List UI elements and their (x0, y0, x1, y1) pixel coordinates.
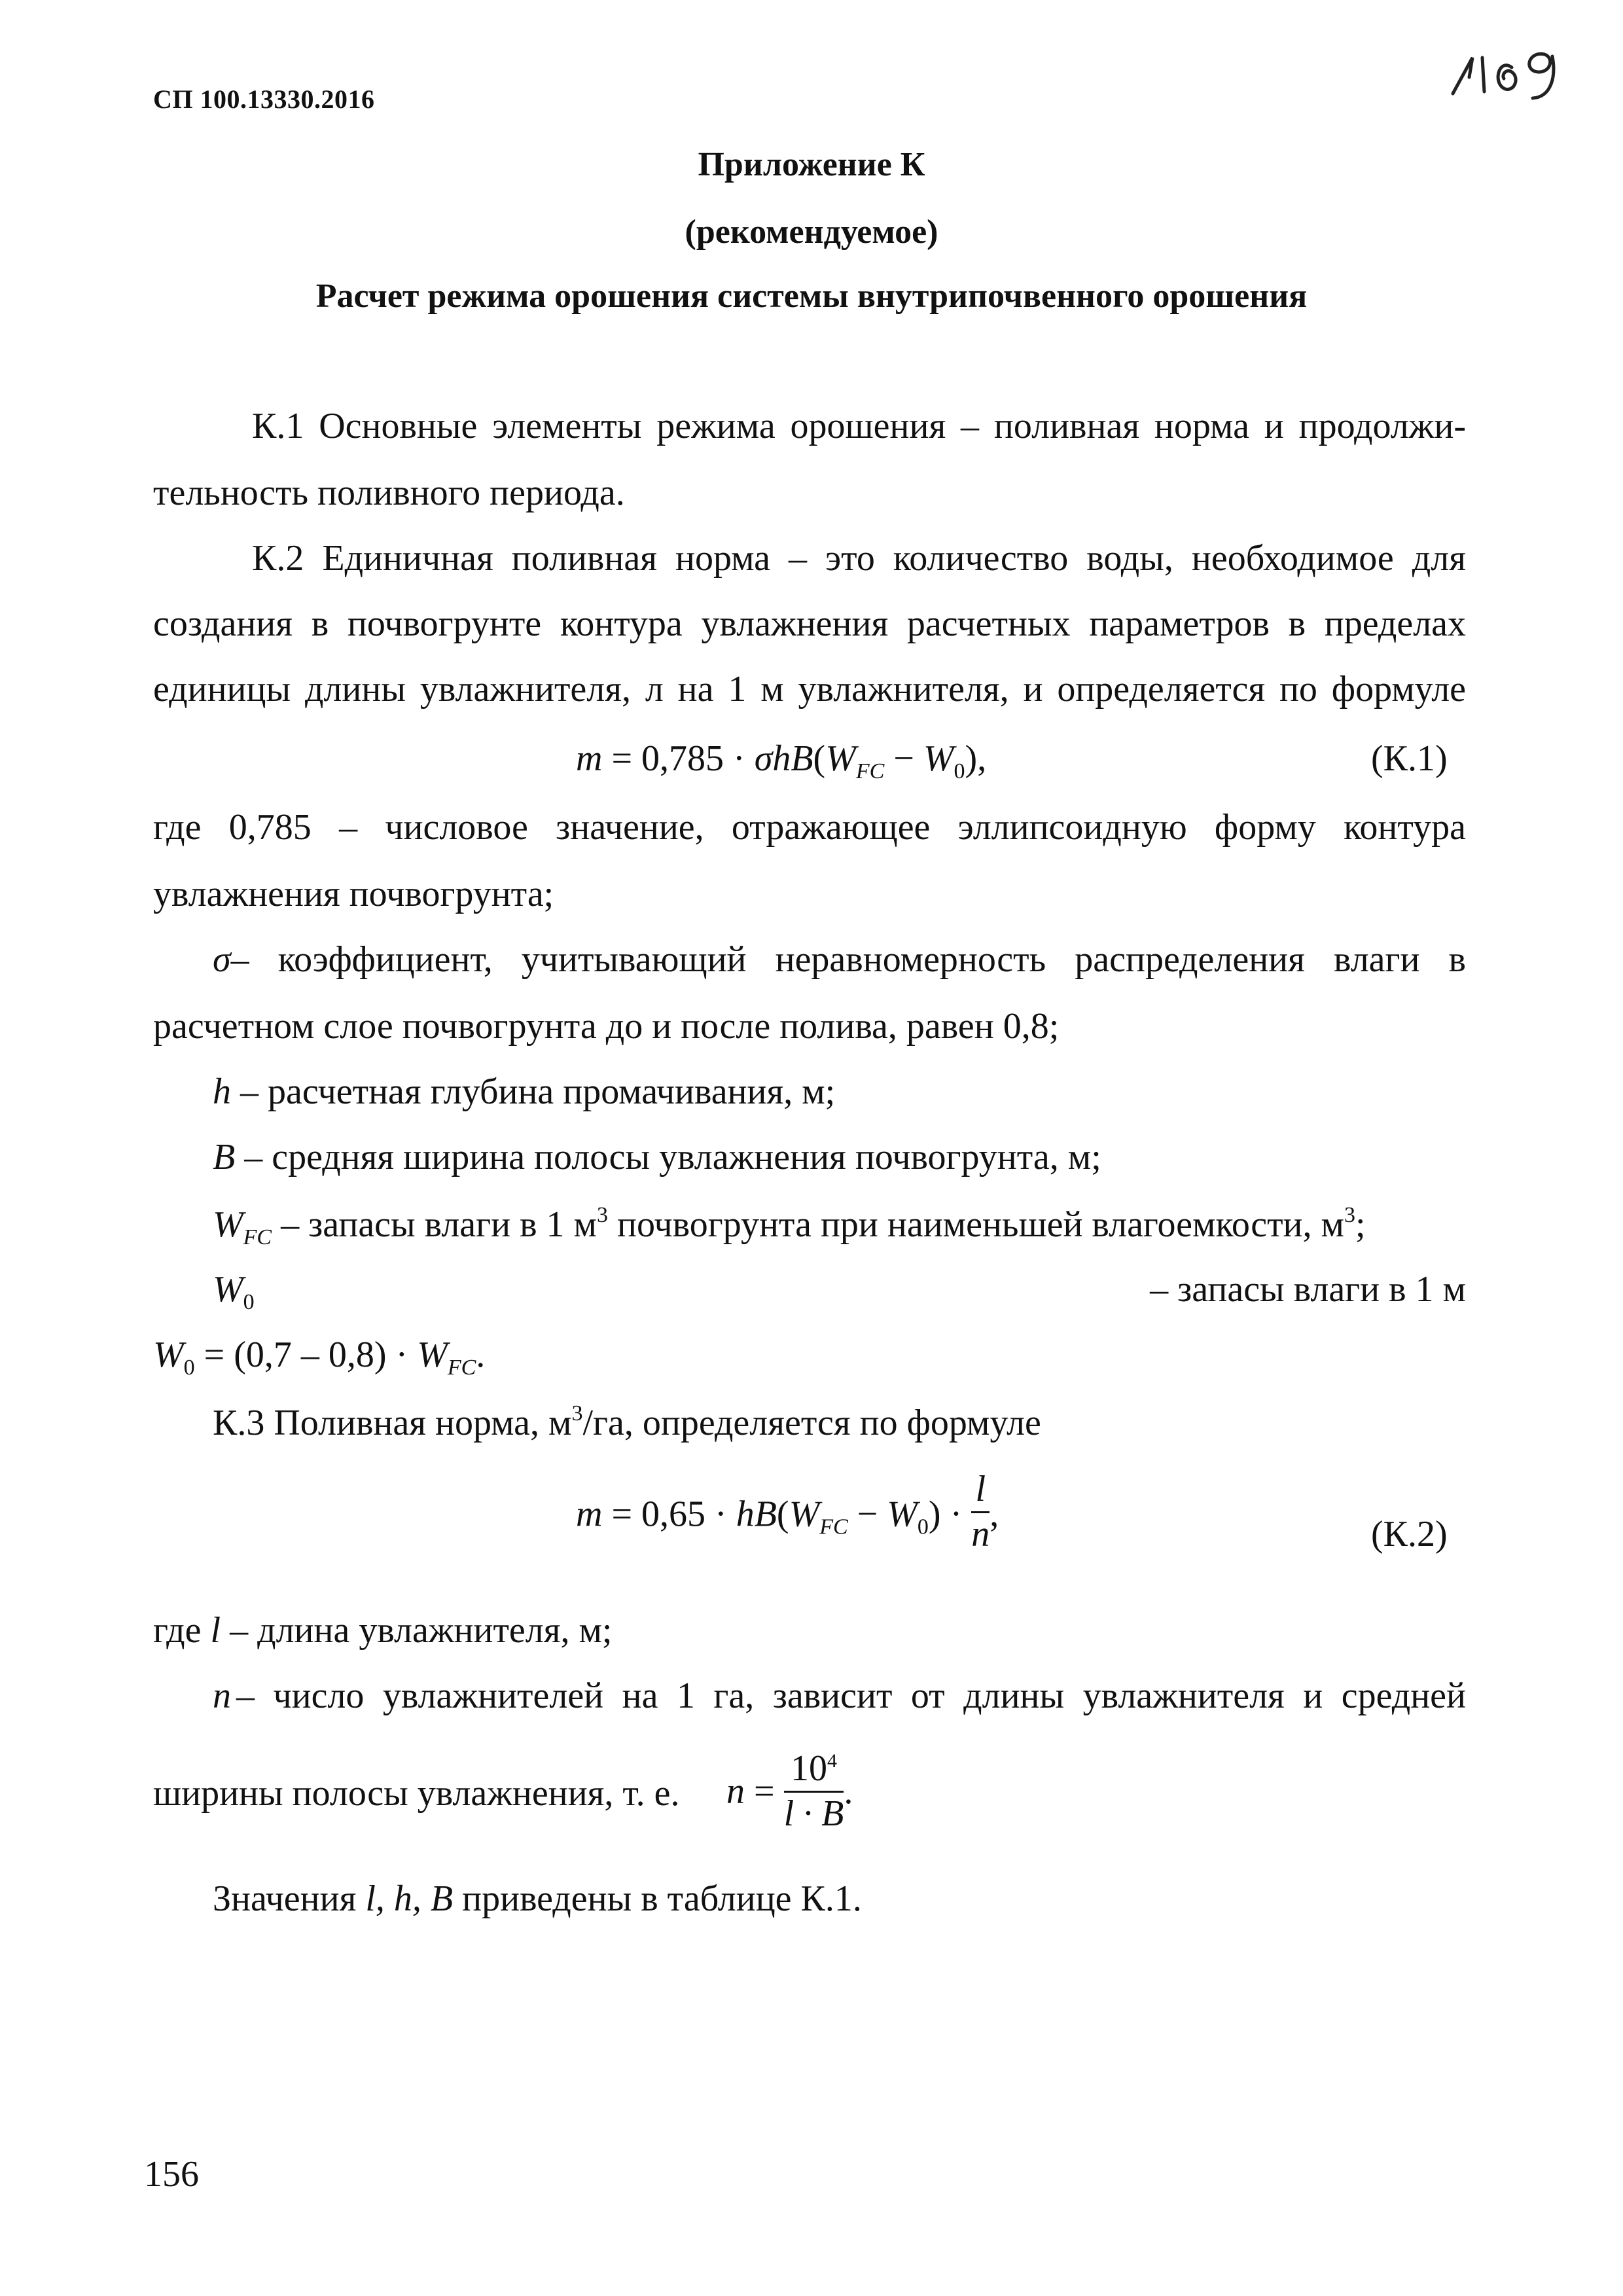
appendix-status: (рекомендуемое) (685, 213, 938, 251)
l-definition: где l – длина увлажнителя, м; (153, 1610, 613, 1651)
sigma-definition-line1: σ – коэффициент, учитывающий неравномерность распределения влаги в (213, 939, 1466, 980)
w0-definition-line1: $W_0$ – запасы влаги в 1 м (213, 1269, 1466, 1314)
formula-k2: $m = 0,65 \cdot hB(W_{FC} - W_0)$ · $\frac{l}{n}$ , (576, 1469, 999, 1554)
formula-k1: $m = 0,785 \cdot \sigma hB(W_{FC} - W_0)$, (576, 738, 987, 783)
k3-paragraph: К.3 Поливная норма, $м^3/га$, определяется по формуле (213, 1401, 1041, 1443)
k2-paragraph-line2: создания в почвогрунте контура увлажнения расчетных параметров в пределах (153, 603, 1466, 644)
where-coefficient-line2: увлажнения почвогрунта; (153, 874, 554, 914)
k2-paragraph-line1: К.2 Единичная поливная норма – это количество воды, необходимое для (252, 538, 1466, 579)
k1-paragraph-line1: К.1 Основные элементы режима орошения – поливная норма и продолжи- (252, 406, 1466, 446)
k2-paragraph-line3: единицы длины увлажнителя, л на 1 м увлажнителя, и определяется по формуле (153, 669, 1466, 709)
formula-n: n = $\frac{10^4}{l \cdot B}$ . (726, 1748, 853, 1834)
document-code: СП 100.13330.2016 (153, 84, 375, 114)
h-definition: h – расчетная глубина промачивания, м; (213, 1071, 836, 1112)
sigma-symbol: σ (213, 939, 231, 980)
formula-k1-number: (К.1) (1371, 738, 1448, 779)
n-definition-line1: n – число увлажнителей на 1 га, зависит от длины увлажнителя и средней (213, 1676, 1466, 1716)
k1-paragraph-line2: тельность поливного периода. (153, 473, 625, 513)
handwritten-page-number (1446, 31, 1571, 103)
page-number: 156 (144, 2154, 199, 2195)
b-definition: B – средняя ширина полосы увлажнения почвогрунта, м; (213, 1137, 1101, 1177)
formula-k2-number: (К.2) (1371, 1514, 1448, 1554)
sigma-definition-line2: расчетном слое почвогрунта до и после полива, равен 0,8; (153, 1006, 1060, 1047)
where-coefficient-line1: где 0,785 – числовое значение, отражающее эллипсоидную форму контура (153, 807, 1466, 848)
appendix-title: Приложение К (698, 146, 925, 183)
n-definition-line2: ширины полосы увлажнения, т. е. (153, 1773, 680, 1814)
values-reference: Значения l, h, B приведены в таблице К.1. (213, 1878, 862, 1919)
wfc-definition: $W_{FC}$ – запасы влаги в 1 $м^3$ почвогрунта при наименьшей влагоемкости, $м^3$; (213, 1203, 1366, 1249)
w0-definition-line2: $W_0 = (0,7 - 0,8) \cdot W_{FC}$. (153, 1335, 486, 1380)
appendix-subject: Расчет режима орошения системы внутрипочвенного орошения (315, 278, 1308, 315)
